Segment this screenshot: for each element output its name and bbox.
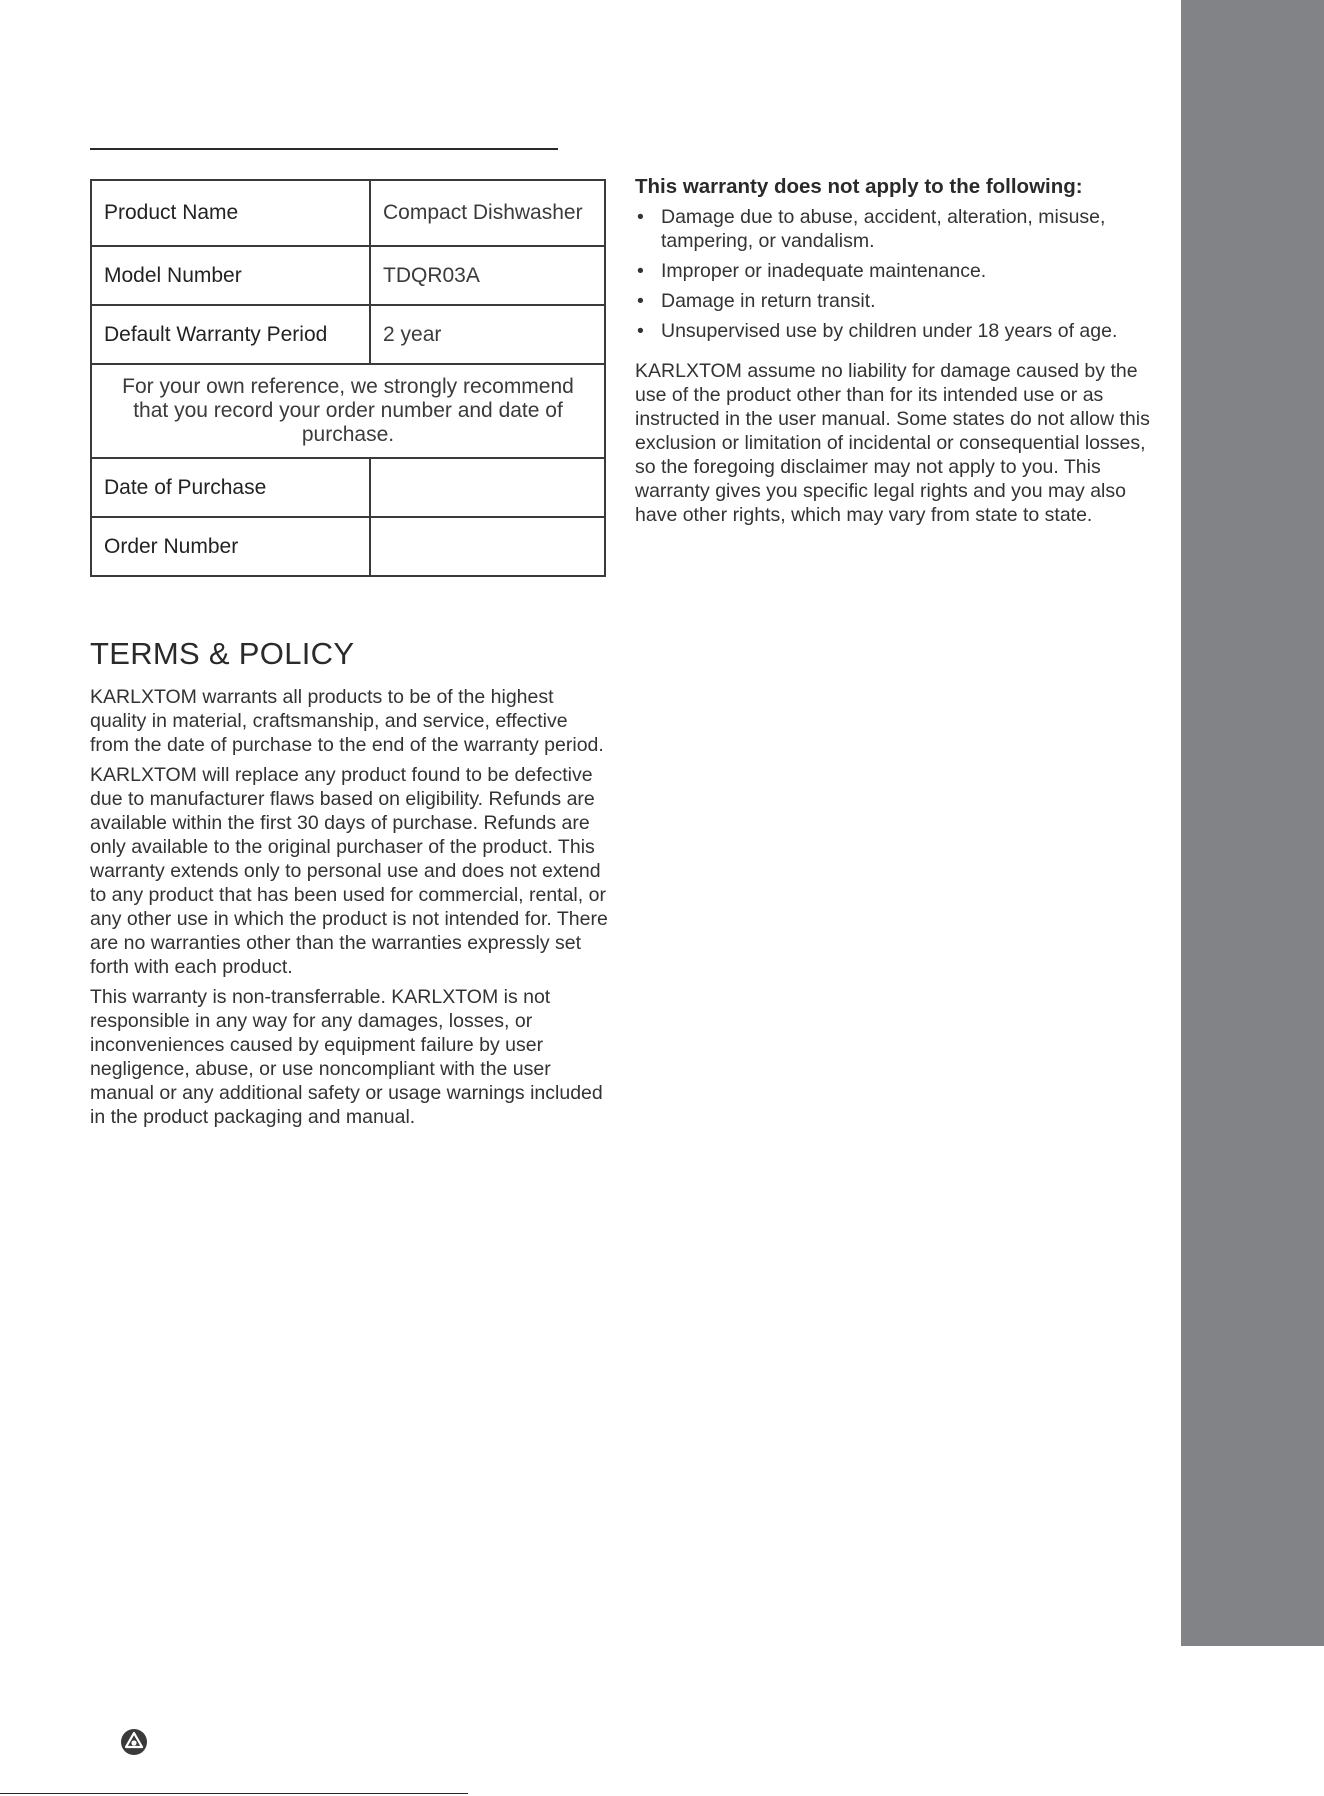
top-divider [90,148,558,150]
list-item [635,205,1175,253]
product-name-value: Compact Dishwasher [370,180,605,246]
list-item [635,259,1175,283]
model-number-value: TDQR03A [370,246,605,305]
warranty-period-value: 2 year [370,305,605,364]
product-name-label: Product Name [91,180,370,246]
exclusions-heading: This warranty does not apply to the following: [635,175,1083,198]
bottom-divider [0,1793,468,1794]
bullet-icon: • [637,320,644,342]
list-item [635,289,1175,313]
list-item [635,319,1175,343]
bullet-icon: • [637,206,644,228]
table-row-product-name [91,180,605,246]
side-band [1181,0,1324,1646]
list-item-text: Damage due to abuse, accident, alteration, misuse, tampering, or vandalism. [661,206,1106,252]
exclusions-section [635,175,1175,527]
order-number-label: Order Number [91,517,370,576]
list-item-text: Unsupervised use by children under 18 years of age. [661,320,1118,342]
table-row-model-number [91,246,605,305]
list-item-text: Improper or inadequate maintenance. [661,260,987,282]
order-number-field [370,517,605,576]
table-row-date-of-purchase [91,458,605,517]
terms-heading: TERMS & POLICY [90,636,355,671]
table-row-order-number [91,517,605,576]
date-of-purchase-field [370,458,605,517]
date-of-purchase-label: Date of Purchase [91,458,370,517]
warranty-period-label: Default Warranty Period [91,305,370,364]
warranty-info-table [90,179,606,577]
model-number-label: Model Number [91,246,370,305]
terms-paragraph: KARLXTOM will replace any product found to be defective due to manufacturer flaws based on eligibility. Refunds are available within the first 30 days of purchase. Refunds are only available to the original purchaser of the product. This warranty extends only to personal use and does not extend to any product that has been used for commercial, rental, or any other use in which the product is not intended for. There are no warranties other than the warranties expressly set forth with each product. [90,764,608,978]
liability-paragraph: KARLXTOM assume no liability for damage caused by the use of the product other than for its intended use or as instructed in the user manual. Some states do not allow this exclusion or limitation of incidental or consequential losses, so the foregoing disclaimer may not apply to you. This warranty gives you specific legal rights and you may also have other rights, which may vary from state to state. [635,360,1150,526]
terms-paragraph: KARLXTOM warrants all products to be of the highest quality in material, craftsmanship, and service, effective from the date of purchase to the end of the warranty period. [90,686,604,756]
reference-note: For your own reference, we strongly recommend that you record your order number and date of purchase. [91,364,605,458]
exclusions-list [635,205,1175,343]
terms-body [90,685,610,1135]
bullet-icon: • [637,290,644,312]
terms-paragraph: This warranty is non-transferrable. KARLXTOM is not responsible in any way for any damages, losses, or inconveniences caused by equipment failure by user negligence, abuse, or use noncompliant with the user manual or any additional safety or usage warnings included in the product packaging and manual. [90,986,603,1128]
list-item-text: Damage in return transit. [661,290,876,312]
brand-logo-icon [120,1728,148,1756]
table-row-warranty-period [91,305,605,364]
bullet-icon: • [637,260,644,282]
table-row-reference-note [91,364,605,458]
